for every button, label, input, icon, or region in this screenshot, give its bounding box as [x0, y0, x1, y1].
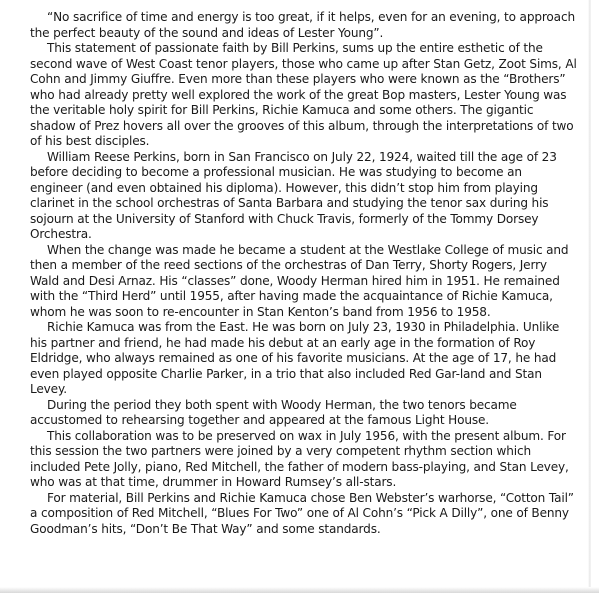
page-edge-right: [588, 0, 591, 593]
page-edge-bottom: [0, 587, 599, 593]
paragraph-kamuca-bio: Richie Kamuca was from the East. He was born on July 23, 1930 in Philadelphia. Unlike his partner and friend, he had made his debut at an early age in the formation of Roy Eldridge, who always remained as one of his favorite musicians. At the age of 17, he had even played opposite Charlie Parker, in a trio that also included Red Gar-land and Stan Levey.: [30, 320, 560, 396]
paragraph-esthetic: This statement of passionate faith by Bill Perkins, sums up the entire esthetic of the second wave of West Coast tenor players, those who came up after Stan Getz, Zoot Sims, Al Cohn and Jimmy Giuffre. Even more than these players who were known as the “Brothers” who had already pretty well explored the work of the great Bop masters, Lester Young was the veritable holy spirit for Bill Perkins, Richie Kamuca and some others. The gigantic shadow of Prez hovers all over the grooves of this album, through the interpretations of two of his best disciples.: [30, 41, 577, 148]
paragraph-material: For material, Bill Perkins and Richie Kamuca chose Ben Webster’s warhorse, “Cotton Tail” a composition of Red Mitchell, “Blues For Two” one of Al Cohn’s “Pick A Dilly”, one of Benny Goodman’s hits, “Don’t Be That Way” and some standards.: [30, 490, 574, 536]
paragraph-woody-herman: During the period they both spent with Woody Herman, the two tenors became accustomed to rehearsing together and appeared at the famous Light House.: [30, 397, 517, 427]
paragraph-perkins-bio: William Reese Perkins, born in San Francisco on July 22, 1924, waited till the age of 23 before deciding to become a professional musician. He was studying to become an engineer (and even obtained his diploma). However, this didn’t stop him from playing clarinet in the school orchestras of Santa Barbara and studying the tenor sax during his sojourn at the University of Stanford with Chuck Travis, formerly of the Tommy Dorsey Orchestra.: [30, 149, 557, 241]
liner-notes-text: [30, 10, 578, 537]
paragraph-quote: “No sacrifice of time and energy is too great, if it helps, even for an evening, to approach the perfect beauty of the sound and ideas of Lester Young”.: [30, 10, 575, 40]
paragraph-session: This collaboration was to be preserved on wax in July 1956, with the present album. For this session the two partners were joined by a very competent rhythm section which included Pete Jolly, piano, Red Mitchell, the father of modern bass-playing, and Stan Levey, who was at that time, drummer in Howard Rumsey’s all-stars.: [30, 428, 569, 489]
paragraph-perkins-career: When the change was made he became a student at the Westlake College of music and then a member of the reed sections of the orchestras of Dan Terry, Shorty Rogers, Jerry Wald and Desi Arnaz. His “classes” done, Woody Herman hired him in 1951. He remained with the “Third Herd” until 1955, after having made the acquaintance of Richie Kamuca, whom he was soon to re-encounter in Stan Kenton’s band from 1956 to 1958.: [30, 242, 569, 319]
